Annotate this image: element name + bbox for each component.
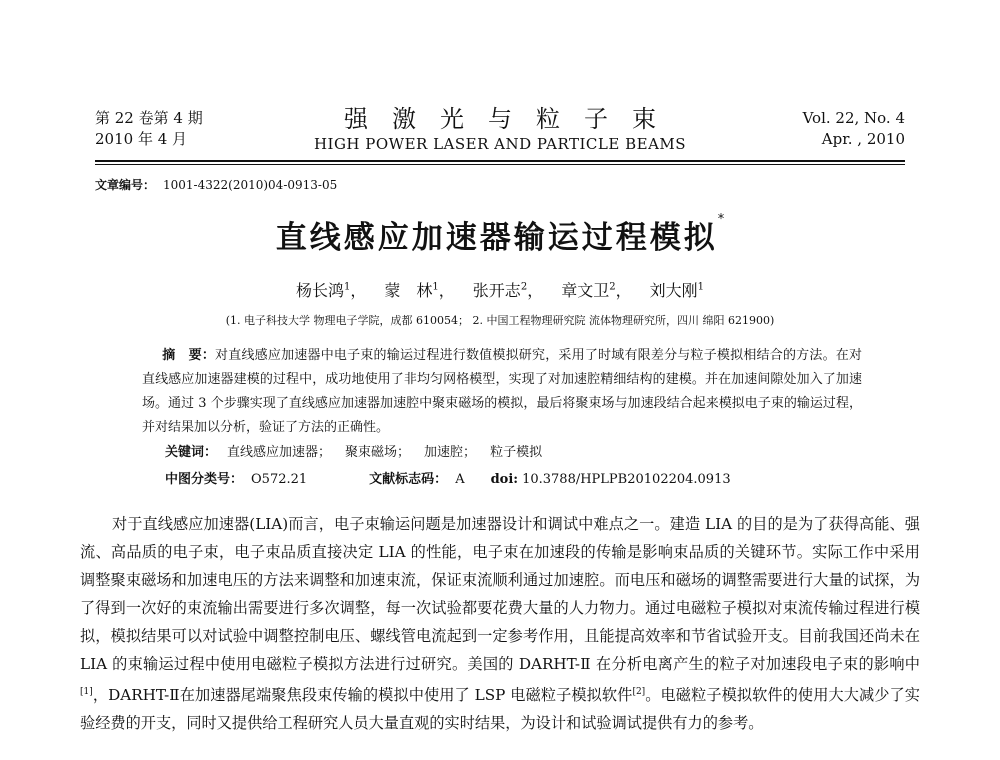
classification-line	[165, 468, 731, 487]
citation-ref: [2]	[632, 687, 646, 697]
doi-label: doi:	[490, 472, 519, 487]
author: 章文卫$^2$，	[561, 281, 632, 300]
keyword: 加速腔；	[424, 445, 477, 460]
doc-code-label: 文献标志码：	[369, 472, 448, 487]
body-text	[80, 510, 920, 737]
article-number-value: 1001-4322(2010)04-0913-05	[163, 178, 338, 192]
keywords	[165, 441, 556, 460]
article-number-label: 文章编号：	[95, 178, 156, 192]
author: 杨长鸿$^1$，	[295, 281, 367, 300]
affiliations: (1. 电子科技大学 物理电子学院，成都 610054； 2. 中国工程物理研究院 流体物理研究所，四川 绵阳 621900)	[225, 314, 775, 327]
journal-title-cn: 强激光与粒子束	[344, 105, 680, 133]
journal-title-en: HIGH POWER LASER AND PARTICLE BEAMS	[313, 135, 687, 153]
title-footnote-mark: *	[717, 212, 725, 227]
journal-header	[95, 105, 905, 156]
clc-label: 中图分类号：	[165, 472, 244, 487]
keywords-label: 关键词：	[165, 445, 218, 460]
clc-value: O572.21	[251, 472, 308, 487]
author: 蒙 林$^1$，	[384, 281, 455, 300]
header-rule-thin	[95, 164, 905, 165]
abstract	[142, 344, 862, 440]
keyword: 直线感应加速器；	[227, 445, 332, 460]
doi-value: 10.3788/HPLPB20102204.0913	[522, 472, 731, 487]
journal-date-en: Apr. , 2010	[821, 130, 905, 148]
paper-title	[0, 212, 1000, 257]
journal-volume-cn: 第 22 卷第 4 期	[95, 109, 203, 127]
citation-ref: [1]	[80, 687, 93, 697]
journal-title	[95, 104, 905, 154]
author: 刘大刚$^1$	[649, 281, 704, 300]
journal-volume-en: Vol. 22, No. 4	[802, 109, 905, 127]
abstract-text: 对直线感应加速器中电子束的输运过程进行数值模拟研究，采用了时域有限差分与粒子模拟相结合的方法。在对直线感应加速器建模的过程中，成功地使用了非均匀网格模型，实现了对加速腔精细结构的建模。并在加速间隙处加入了加速场。通过 3 个步骤实现了直线感应加速器加速腔中聚束磁场的模拟，最后将聚束场与加速段结合起来模拟电子束的输运过程，并对结果加以分析，验证了方法的正确性。	[142, 348, 862, 435]
author: 张开志$^2$，	[472, 281, 544, 300]
header-rule-thick	[95, 160, 905, 162]
article-number	[95, 176, 337, 193]
doc-code-value: A	[455, 472, 465, 487]
body-paragraph: 对于直线感应加速器(LIA)而言，电子束输运问题是加速器设计和调试中难点之一。建造 LIA 的目的是为了获得高能、强流、高品质的电子束，电子束品质直接决定 LIA 的性能，电子束在加速段的传输是影响束品质的关键环节。实际工作中采用调整聚束磁场和加速电压的方法来调整和加速束流，保证束流顺利通过加速腔。而电压和磁场的调整需要进行大量的试探，为了得到一次好的束流输出需要进行多次调整，每一次试验都要花费大量的人力物力。通过电磁粒子模拟对束流传输过程进行模拟，模拟结果可以对试验中调整控制电压、螺线管电流起到一定参考作用，且能提高效率和节省试验开支。目前我国还尚未在 LIA 的束输运过程中使用电磁粒子模拟方法进行过研究。美国的 DARHT-Ⅱ 在分析电离产生的粒子对加速段电子束的影响中[1]，DARHT-Ⅱ在加速器尾端聚焦段束传输的模拟中使用了 LSP 电磁粒子模拟软件[2]。电磁粒子模拟软件的使用大大减少了实验经费的开支，同时又提供给工程研究人员大量直观的实时结果，为设计和试验调试提供有力的参考。	[80, 515, 920, 733]
journal-date-cn: 2010 年 4 月	[95, 130, 188, 148]
paper-title-text: 直线感应加速器输运过程模拟	[275, 220, 718, 256]
journal-issue-en	[803, 108, 905, 150]
keyword: 粒子模拟	[490, 445, 543, 460]
keyword: 聚束磁场；	[345, 445, 411, 460]
abstract-label: 摘 要：	[162, 348, 216, 363]
author-list	[0, 278, 1000, 301]
